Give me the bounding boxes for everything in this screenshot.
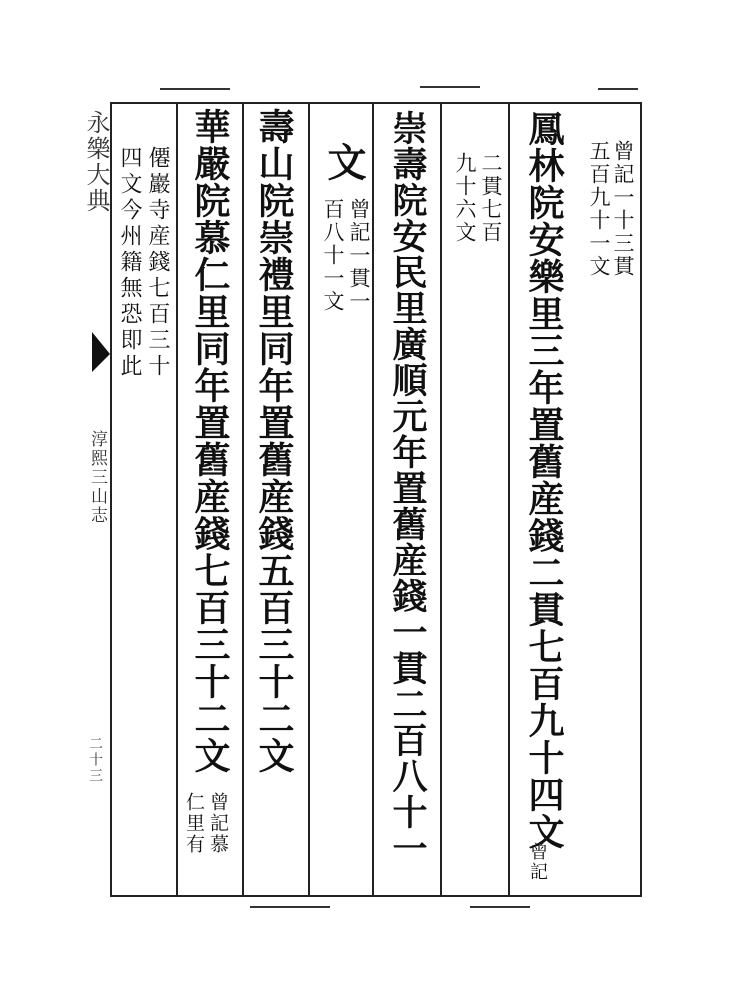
margin-rule: [110, 102, 112, 897]
entry-text: 文: [321, 142, 367, 182]
scan-mark: [160, 88, 230, 90]
column-divider-4: [308, 102, 310, 897]
header-fragment: 永樂大典: [82, 110, 110, 214]
annotation-right: 曾記慕: [207, 792, 229, 855]
top-border: [110, 102, 642, 104]
annotation-left: 五百九十一文: [587, 140, 611, 278]
column-divider-5: [242, 102, 244, 897]
column-divider-3: [372, 102, 374, 897]
right-border: [640, 102, 642, 897]
annotation-right: 曾記一貫一: [347, 198, 371, 313]
annotation-left: 四文今州籍無恐即此: [117, 146, 142, 380]
column-divider-6: [176, 102, 178, 897]
entry-text: 鳳林院安樂里三年置舊産錢二貫七百九十四文: [523, 110, 565, 850]
annotation-tail: 曾記: [527, 842, 548, 882]
scan-mark: [250, 906, 330, 908]
bottom-border: [110, 895, 642, 897]
scan-mark: [598, 88, 638, 90]
entry-text: 崇壽院安民里廣順元年置舊産錢一貫二百八十一: [387, 110, 428, 866]
book-title: 淳熙三山志: [87, 430, 107, 525]
entry-text: 壽山院崇禮里同年置舊産錢五百三十二文: [253, 108, 295, 774]
annotation-right: 曾記一十三貫: [611, 140, 635, 278]
folio-number: 二十三: [87, 736, 103, 784]
scan-mark: [470, 906, 530, 908]
annotation-left: 九十六文: [453, 152, 477, 244]
entry-text: 華嚴院慕仁里同年置舊産錢七百三十二文: [189, 108, 231, 774]
fold-mark: [92, 332, 110, 372]
column-divider-2: [440, 102, 442, 897]
column-divider-1: [508, 102, 510, 897]
annotation-right: 僊巖寺産錢七百三十: [145, 146, 170, 380]
scan-mark: [420, 86, 480, 88]
annotation-right: 二貫七百: [479, 152, 503, 244]
annotation-left: 百八十一文: [321, 198, 345, 313]
annotation-left: 仁里有: [183, 792, 205, 855]
